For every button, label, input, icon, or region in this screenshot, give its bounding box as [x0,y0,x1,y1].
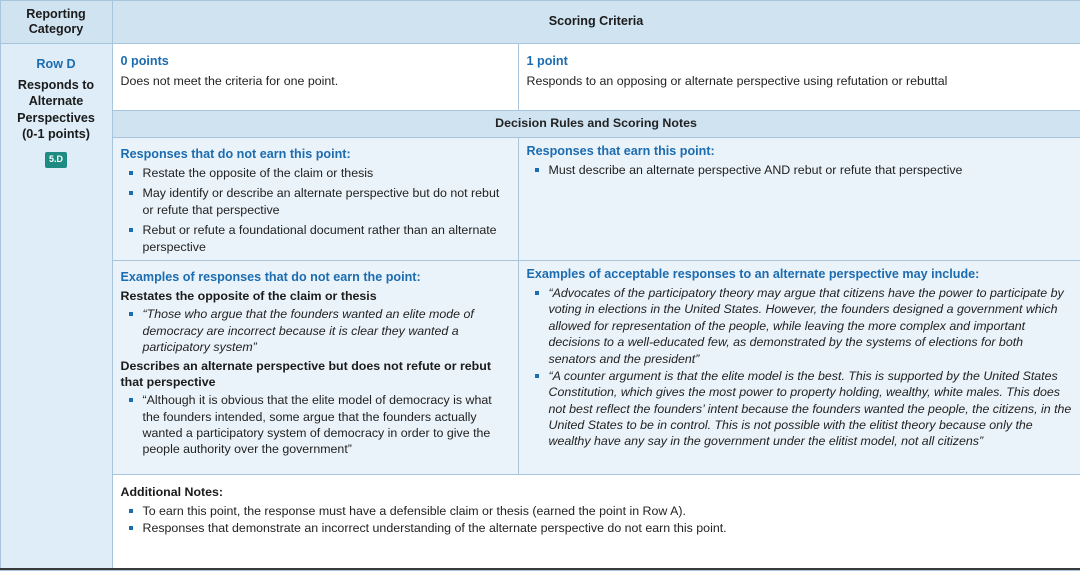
examples-not-earn-cell [112,260,519,475]
examples-group1-list [121,306,510,355]
zero-points-description: Does not meet the criteria for one point. [121,73,510,89]
not-earn-list [121,165,510,255]
examples-not-earn-title: Examples of responses that do not earn the point: [121,269,510,286]
zero-points-cell [112,43,519,111]
category-row-label: Row D [1,56,112,73]
list-item: “Those who argue that the founders wanted an elite mode of democracy are incorrect because it is clear they wanted a participatory system” [121,306,510,355]
scoring-criteria-header [112,0,1080,44]
additional-notes-list [121,503,1072,537]
one-point-title: 1 point [527,53,1072,70]
list-item: To earn this point, the response must have a defensible claim or thesis (earned the point in Row A). [121,503,1072,519]
scoring-criteria-header-text: Scoring Criteria [549,14,643,29]
additional-notes-title: Additional Notes: [121,484,1072,500]
examples-group1-title: Restates the opposite of the claim or thesis [121,288,510,304]
skill-badge: 5.D [45,152,67,168]
earn-title: Responses that earn this point: [527,143,1072,160]
examples-acceptable-cell [518,260,1080,475]
list-item: May identify or describe an alternate perspective but do not rebut or refute that perspective [121,185,510,218]
one-point-cell [518,43,1080,111]
decision-rules-header-text: Decision Rules and Scoring Notes [495,115,697,131]
additional-notes-cell [112,474,1080,571]
reporting-category-header [0,0,113,44]
one-point-description: Responds to an opposing or alternate perspective using refutation or rebuttal [527,73,1072,89]
list-item: Restate the opposite of the claim or thesis [121,165,510,181]
earn-cell [518,137,1080,261]
list-item: “Although it is obvious that the elite model of democracy is what the founders intended, some argue that the founders actually wanted a participatory system of democracy in order to give the people authority over the government” [121,392,510,458]
category-cell [0,43,113,571]
examples-acceptable-list [527,285,1072,450]
examples-group2-list [121,392,510,458]
list-item: Rebut or refute a foundational document rather than an alternate perspective [121,222,510,255]
category-point-range: (0-1 points) [1,126,112,143]
decision-rules-header [112,110,1080,138]
list-item: Responses that demonstrate an incorrect understanding of the alternate perspective do not earn this point. [121,520,1072,536]
list-item: “A counter argument is that the elite model is the best. This is supported by the United States Constitution, which gives the most power to property holding, wealthy, white males. This does not best reflect the founders’ intent because the founders wanted the people, the citizens, in the United States to be in control. This is not possible with the elitist theory because only the wealthy have any say in the government under the elitist model, not all citizens” [527,368,1072,450]
not-earn-title: Responses that do not earn this point: [121,146,510,163]
list-item: “Advocates of the participatory theory may argue that citizens have the power to participate by voting in elections in the United States. However, the founders designed a government which allowed for representation of the people, while leaving the more complex and important decisions to a well-educated few, as demonstrated by the systems of elections for both senators and the president” [527,285,1072,367]
category-name: Responds to Alternate Perspectives [1,77,112,126]
not-earn-cell [112,137,519,261]
examples-acceptable-title: Examples of acceptable responses to an alternate perspective may include: [527,266,1072,283]
examples-group2-title: Describes an alternate perspective but does not refute or rebut that perspective [121,358,510,391]
list-item: Must describe an alternate perspective AND rebut or refute that perspective [527,162,1072,178]
reporting-category-header-text: Reporting Category [1,7,112,37]
earn-list [527,162,1072,178]
zero-points-title: 0 points [121,53,510,70]
